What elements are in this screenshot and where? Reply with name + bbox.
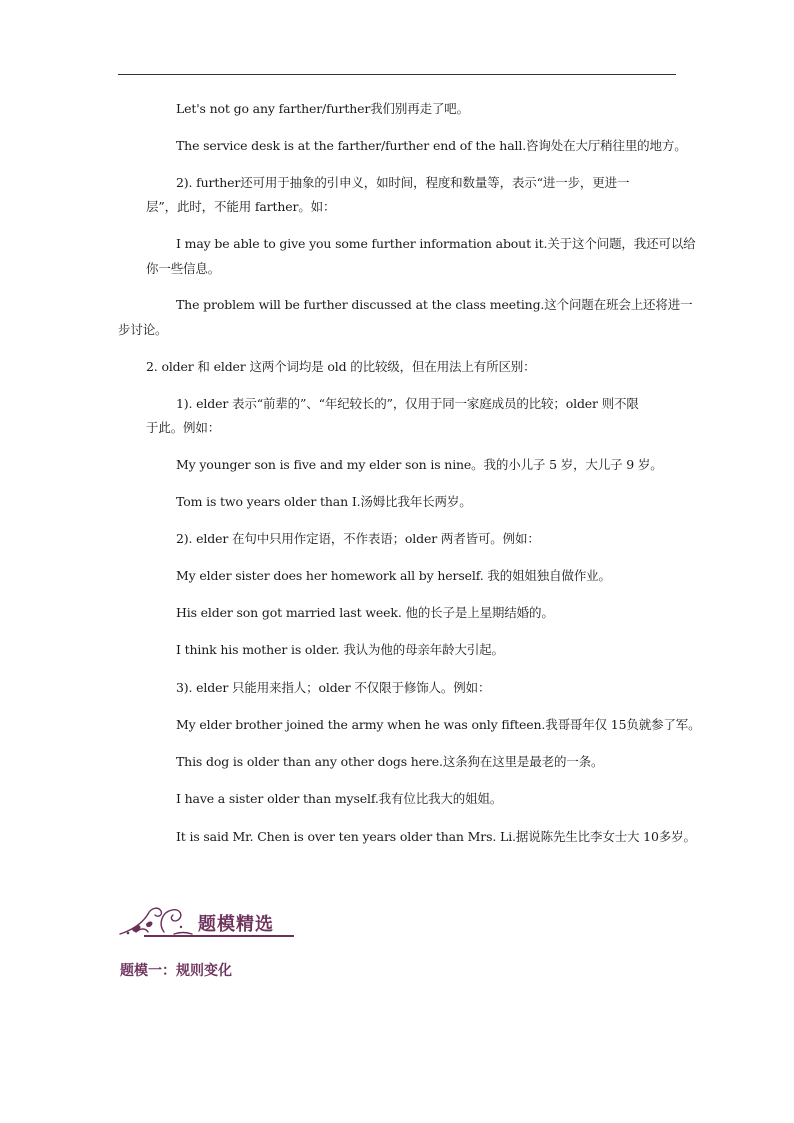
section-heading: [118, 902, 298, 938]
text-line: 于此。例如：: [146, 420, 221, 435]
text-line: It is said Mr. Chen is over ten years older than Mrs. Li.据说陈先生比李女士大 10多岁。: [176, 829, 696, 844]
text-line: 1). elder 表示“前辈的”、“年纪较长的”，仅用于同一家庭成员的比较；older 则不限: [176, 396, 639, 411]
text-line: 2. older 和 elder 这两个词均是 old 的比较级，但在用法上有所区别：: [146, 359, 536, 374]
text-line: 2). elder 在句中只用作定语，不作表语；older 两者皆可。例如：: [176, 531, 540, 546]
flourish-ornament-icon: [118, 902, 198, 938]
text-line: Tom is two years older than I.汤姆比我年长两岁。: [176, 494, 472, 509]
text-line: 你一些信息。: [146, 261, 221, 276]
subheading: 题模一：规则变化: [120, 963, 232, 979]
text-line: Let's not go any farther/further我们别再走了吧。: [176, 101, 469, 116]
text-line: My elder sister does her homework all by herself. 我的姐姐独自做作业。: [176, 568, 611, 583]
text-line: My younger son is five and my elder son is nine。我的小儿子 5 岁，大儿子 9 岁。: [176, 457, 663, 472]
text-line: His elder son got married last week. 他的长子是上星期结婚的。: [176, 605, 554, 620]
text-line: 2). further还可用于抽象的引申义，如时间，程度和数量等，表示“进一步，更进一: [176, 175, 630, 190]
text-line: 层”，此时，不能用 farther。如：: [146, 199, 336, 214]
header-rule: [118, 74, 676, 75]
section-underline: [144, 935, 294, 937]
text-line: The service desk is at the farther/further end of the hall.咨询处在大厅稍往里的地方。: [176, 138, 687, 153]
text-line: I think his mother is older. 我认为他的母亲年龄大引起。: [176, 642, 504, 657]
text-line: 3). elder 只能用来指人；older 不仅限于修饰人。例如：: [176, 680, 491, 695]
text-line: I have a sister older than myself.我有位比我大的姐姐。: [176, 791, 503, 806]
text-line: This dog is older than any other dogs here.这条狗在这里是最老的一条。: [176, 754, 604, 769]
text-line: I may be able to give you some further information about it.关于这个问题，我还可以给: [176, 236, 696, 251]
text-line: The problem will be further discussed at the class meeting.这个问题在班会上还将进一: [176, 297, 693, 312]
text-line: My elder brother joined the army when he was only fifteen.我哥哥年仅 15负就参了军。: [176, 717, 701, 732]
text-line: 步讨论。: [118, 322, 168, 337]
section-title: 题模精选: [198, 914, 274, 935]
